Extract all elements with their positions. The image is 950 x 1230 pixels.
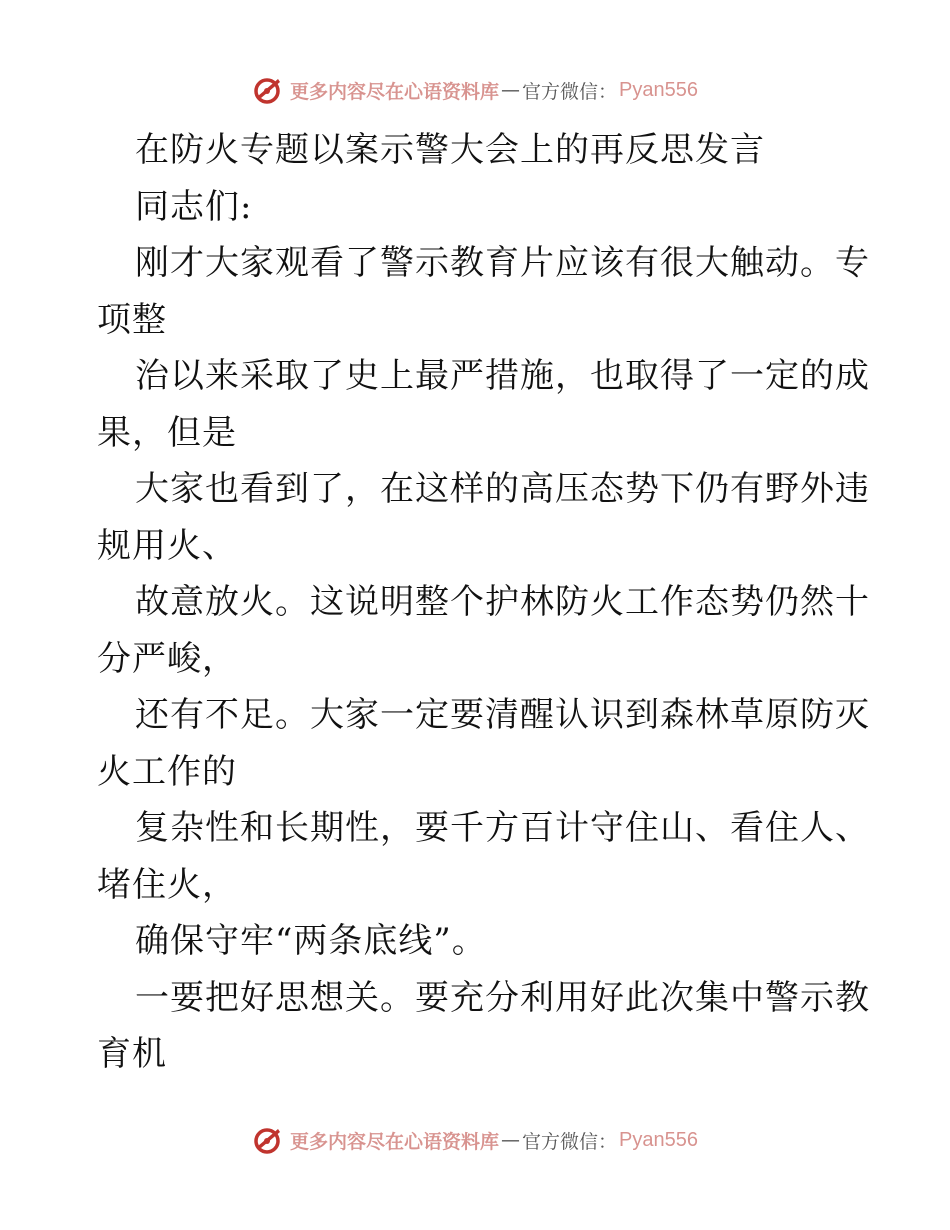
text-line: 确保守牢“两条底线”。 (135, 921, 487, 961)
text-line: 还有不足。大家一定要清醒认识到森林草原防灭 (135, 695, 870, 735)
brush-circle-logo-icon (252, 74, 284, 106)
banner-dash: — (501, 79, 521, 101)
text-line: 分严峻， (97, 638, 237, 679)
salutation: 同志们: (135, 186, 253, 227)
banner-site-text: 更多内容尽在心语资料库 (290, 80, 500, 103)
banner-dash: — (501, 1129, 521, 1151)
text-line: 火工作的 (97, 751, 237, 792)
banner-wechat-id: Pyan556 (619, 1128, 698, 1151)
banner-wechat-label: 官方微信： (522, 80, 618, 103)
banner-wechat-id: Pyan556 (619, 78, 698, 101)
text-line: 育机 (97, 1034, 167, 1074)
text-line: 项整 (97, 299, 167, 340)
footer-banner (0, 1120, 950, 1160)
text-line: 故意放火。这说明整个护林防火工作态势仍然十 (135, 582, 870, 622)
text-line: 规用火、 (97, 525, 237, 566)
text-line: 复杂性和长期性，要千方百计守住山、看住人、 (135, 808, 870, 848)
banner-wechat-label: 官方微信： (522, 1130, 618, 1153)
document-title: 在防火专题以案示警大会上的再反思发言 (135, 130, 765, 170)
text-line: 治以来采取了史上最严措施，也取得了一定的成 (135, 356, 870, 396)
text-line: 刚才大家观看了警示教育片应该有很大触动。专 (135, 243, 870, 283)
text-line: 堵住火， (97, 864, 237, 905)
text-line: 大家也看到了，在这样的高压态势下仍有野外违 (135, 469, 870, 509)
text-line: 一要把好思想关。要充分利用好此次集中警示教 (135, 977, 870, 1018)
banner-site-text: 更多内容尽在心语资料库 (290, 1130, 500, 1153)
header-banner (0, 70, 950, 110)
document-body (97, 122, 870, 1083)
text-line: 果，但是 (97, 412, 237, 453)
brush-circle-logo-icon (252, 1124, 284, 1156)
